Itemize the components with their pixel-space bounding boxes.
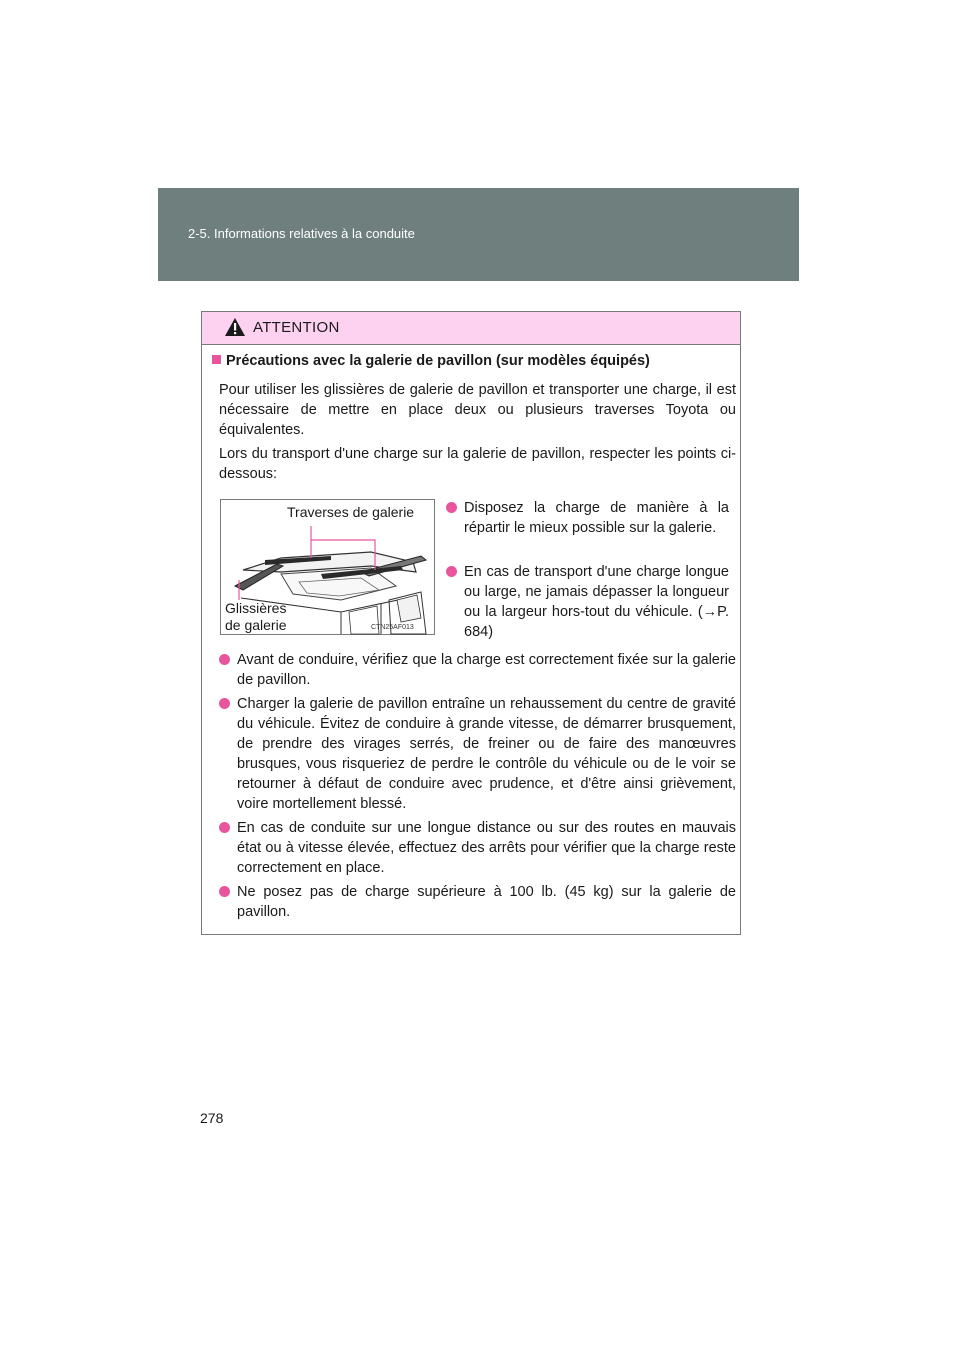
warning-box	[201, 311, 741, 935]
list-item: Ne posez pas de charge supérieure à 100 lb. (45 kg) sur la galerie de pavillon.	[237, 882, 736, 922]
figure-label-side-rails: Glissières de galerie	[225, 600, 287, 633]
bullet-dot-icon	[219, 698, 230, 709]
warning-header	[202, 312, 740, 345]
list-item: Avant de conduire, vérifiez que la charge est correctement fixée sur la galerie de pavillon.	[237, 650, 736, 690]
bullet-dot-icon	[446, 502, 457, 513]
section-header	[158, 188, 799, 281]
list-item: En cas de transport d'une charge longue ou large, ne jamais dépasser la longueur ou la largeur hors-tout du véhicule. (→P. 684)	[464, 562, 729, 642]
roof-rack-figure	[220, 499, 435, 635]
warning-triangle-icon	[224, 317, 246, 337]
figure-label-crossbars: Traverses de galerie	[287, 504, 415, 520]
list-item: Charger la galerie de pavillon entraîne un rehaussement du centre de gravité du véhicule. Évitez de conduire à grande vitesse, de démarrer brusquement, de prendre des virages serrés, de freiner ou de faire des manœuvres brusques, vous risqueriez de perdre le contrôle du véhicule ou de le voir se retourner à défaut de conduire avec prudence, et d'être ainsi grièvement, voire mortellement blessé.	[237, 694, 736, 814]
figure-code: CTN25AF013	[371, 624, 414, 631]
bullet-dot-icon	[219, 822, 230, 833]
list-item: Disposez la charge de manière à la répartir le mieux possible sur la galerie.	[464, 498, 729, 538]
bullet-dot-icon	[446, 566, 457, 577]
list-item: En cas de conduite sur une longue distance ou sur des routes en mauvais état ou à vitesse élevée, effectuez des arrêts pour vérifier que la charge reste correctement en place.	[237, 818, 736, 878]
paragraph: Pour utiliser les glissières de galerie de pavillon et transporter une charge, il est nécessaire de mettre en place deux ou plusieurs traverses Toyota ou équivalentes.	[219, 382, 736, 438]
bullet-dot-icon	[219, 654, 230, 665]
warning-title: ATTENTION	[253, 319, 340, 336]
bullet-dot-icon	[219, 886, 230, 897]
paragraph: Lors du transport d'une charge sur la galerie de pavillon, respecter les points ci-dessous:	[219, 446, 736, 482]
square-bullet-icon	[212, 355, 221, 364]
section-title: 2-5. Informations relatives à la conduite	[188, 226, 415, 241]
section-heading: Précautions avec la galerie de pavillon (sur modèles équipés)	[212, 353, 650, 369]
page-number: 278	[200, 1110, 224, 1126]
